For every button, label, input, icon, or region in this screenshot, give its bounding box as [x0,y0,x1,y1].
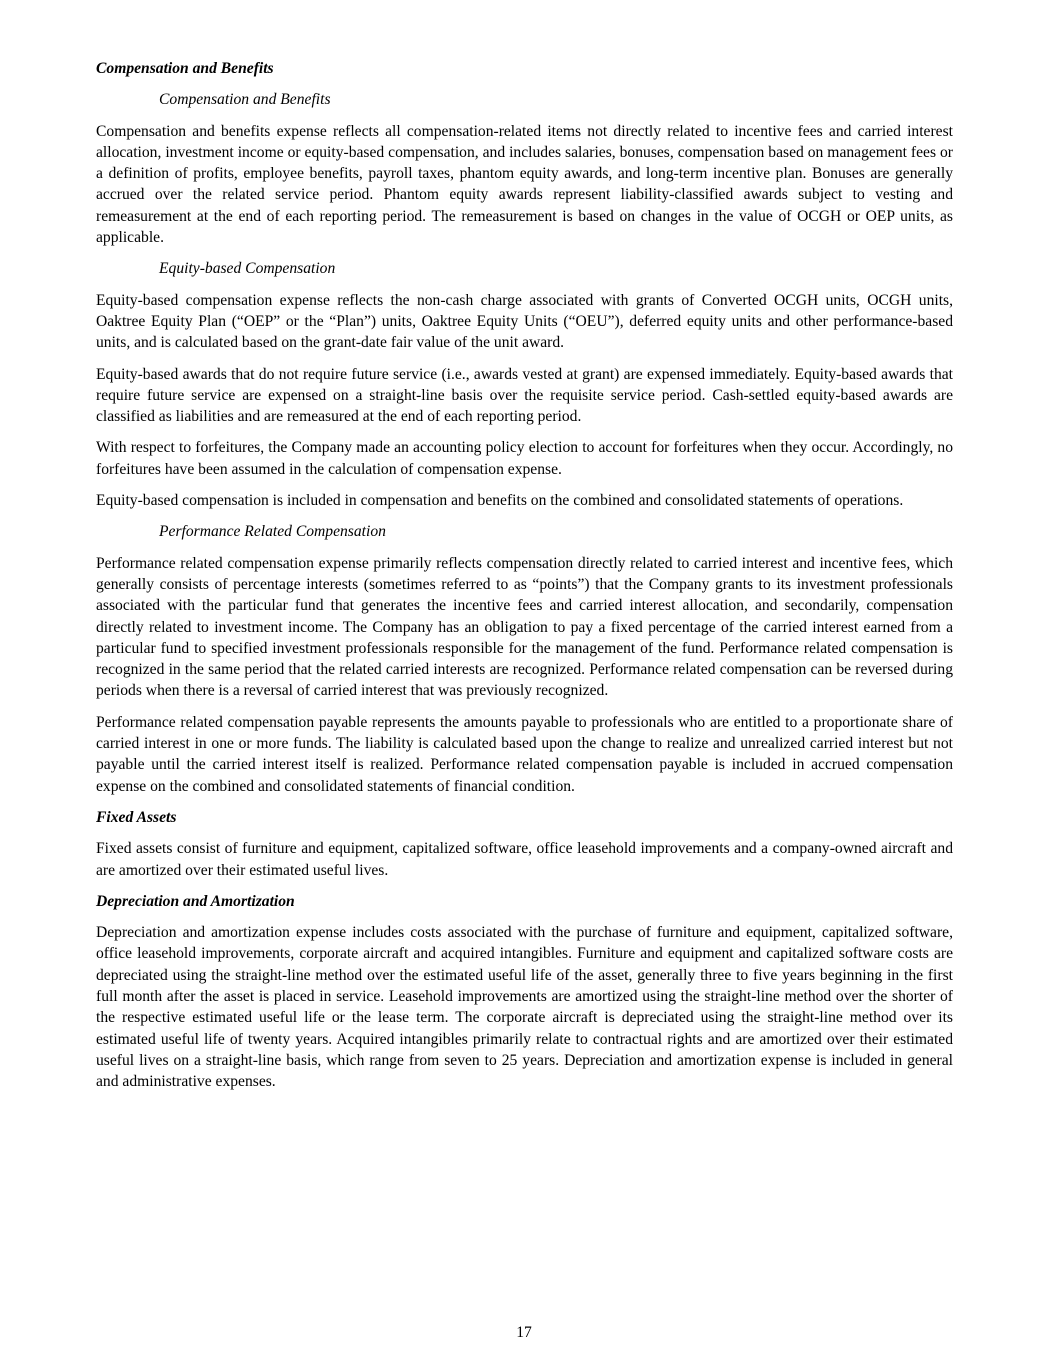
paragraph-performance-related-2: Performance related compensation payable represents the amounts payable to professionals who are entitled to a proportionate share of carried interest in one or more funds. The liability is calculated based upon the change to realize and unrealized carried interest but not payable until the carried interest itself is realized. Performance related compensation payable is included in accrued compensation expense on the combined and consolidated statements of financial condition. [96,713,953,795]
paragraph-performance-related-1: Performance related compensation expense primarily reflects compensation directly related to carried interest and incentive fees, which generally consists of percentage interests (sometimes referred to as “points”) that the Company grants to its investment professionals associated with the particular fund that generates the incentive fees and carried interest allocation, and secondarily, compensation directly related to investment income. The Company has an obligation to pay a fixed percentage of the carried interest earned from a particular fund to specified investment professionals responsible for the management of the fund. Performance related compensation is recognized in the same period that the related carried interests are recognized. Performance related compensation can be reversed during periods when there is a reversal of carried interest that was previously recognized. [96,554,953,700]
page-number: 17 [516,1324,532,1341]
subheading-equity-based-compensation: Equity-based Compensation [159,260,336,278]
paragraph-compensation-benefits: Compensation and benefits expense reflects all compensation-related items not directly related to incentive fees and carried interest allocation, investment income or equity-based compensation, and includes salaries, bonuses, compensation based on management fees or a definition of profits, employee benefits, payroll taxes, phantom equity awards, and long-term incentive plan. Bonuses are generally accrued over the related service period. Phantom equity awards represent liability-classified awards subject to vesting and remeasurement at the end of each reporting period. The remeasurement is based on changes in the value of OCGH or OEP units, as applicable. [96,122,953,247]
paragraph-equity-based-3: With respect to forfeitures, the Company made an accounting policy election to account for forfeitures when they occur. Accordingly, no forfeitures have been assumed in the calculation of compensation expense. [96,439,953,478]
subheading-compensation-and-benefits: Compensation and Benefits [159,91,331,109]
paragraph-equity-based-2: Equity-based awards that do not require future service (i.e., awards vested at grant) are expensed immediately. Equity-based awards that require future service are expensed on a straight-line basis over the requisite service period. Cash-settled equity-based awards are classified as liabilities and are remeasured at the end of each reporting period. [96,365,953,426]
section-heading-compensation-and-benefits: Compensation and Benefits [96,60,274,77]
document-body [96,58,953,1102]
section-heading-fixed-assets: Fixed Assets [96,808,177,826]
paragraph-depreciation-amortization: Depreciation and amortization expense includes costs associated with the purchase of furniture and equipment, capitalized software, office leasehold improvements, corporate aircraft and acquired intangibles. Furniture and equipment and capitalized software costs are depreciated using the straight-line method over the estimated useful life of the asset, generally three to five years beginning in the first full month after the asset is placed in service. Leasehold improvements are amortized using the straight-line method over the shorter of the respective estimated useful life or the lease term. The corporate aircraft is depreciated using the straight-line method over its estimated useful life of twenty years. Acquired intangibles primarily relate to contractual rights and are amortized over their estimated useful lives on a straight-line basis, which range from seven to 25 years. Depreciation and amortization expense is included in general and administrative expenses. [96,924,953,1091]
paragraph-fixed-assets: Fixed assets consist of furniture and equipment, capitalized software, office leasehold improvements and a company-owned aircraft and are amortized over their estimated useful lives. [96,840,953,879]
section-heading-depreciation-and-amortization: Depreciation and Amortization [96,892,295,910]
subheading-performance-related-compensation: Performance Related Compensation [159,523,386,541]
paragraph-equity-based-1: Equity-based compensation expense reflects the non-cash charge associated with grants of Converted OCGH units, OCGH units, Oaktree Equity Plan (“OEP” or the “Plan”) units, Oaktree Equity Units (“OEU”), deferred equity units and other performance-based units, and is calculated based on the grant-date fair value of the unit award. [96,291,953,352]
paragraph-equity-based-4: Equity-based compensation is included in compensation and benefits on the combined and consolidated statements of operations. [96,492,904,510]
